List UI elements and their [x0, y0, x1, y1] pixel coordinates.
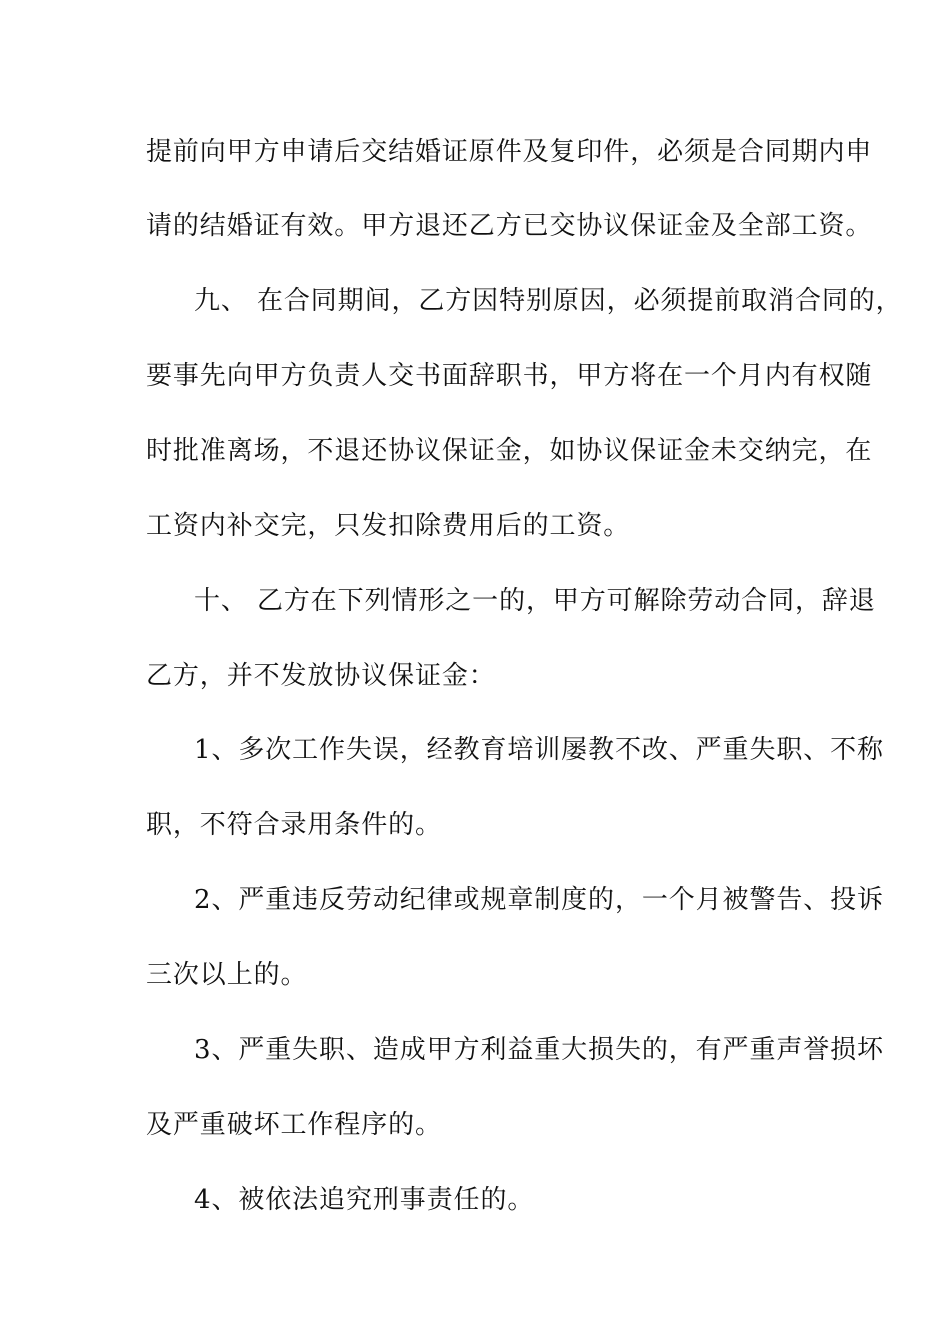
text-line: 要事先向甲方负责人交书面辞职书，甲方将在一个月内有权随	[146, 361, 873, 391]
text-line: 提前向甲方申请后交结婚证原件及复印件，必须是合同期内申	[146, 137, 873, 167]
list-item-4: 4、被依法追究刑事责任的。	[194, 1185, 535, 1215]
text-line: 三次以上的。	[146, 960, 308, 990]
text-line: 时批准离场，不退还协议保证金，如协议保证金未交纳完，在	[146, 436, 873, 466]
text-line: 请的结婚证有效。甲方退还乙方已交协议保证金及全部工资。	[146, 211, 873, 241]
text-line: 工资内补交完，只发扣除费用后的工资。	[146, 511, 631, 541]
text-line: 职，不符合录用条件的。	[146, 810, 442, 840]
list-item-3: 3、严重失职、造成甲方利益重大损失的，有严重声誉损坏	[194, 1035, 884, 1065]
text-line: 乙方，并不发放协议保证金：	[146, 661, 496, 691]
clause-nine-heading: 九、 在合同期间，乙方因特别原因，必须提前取消合同的，	[194, 286, 903, 316]
clause-ten-heading: 十、 乙方在下列情形之一的，甲方可解除劳动合同，辞退	[194, 586, 876, 616]
text-line: 及严重破坏工作程序的。	[146, 1110, 442, 1140]
list-item-1: 1、多次工作失误，经教育培训屡教不改、严重失职、不称	[194, 735, 884, 765]
list-item-2: 2、严重违反劳动纪律或规章制度的，一个月被警告、投诉	[194, 885, 884, 915]
